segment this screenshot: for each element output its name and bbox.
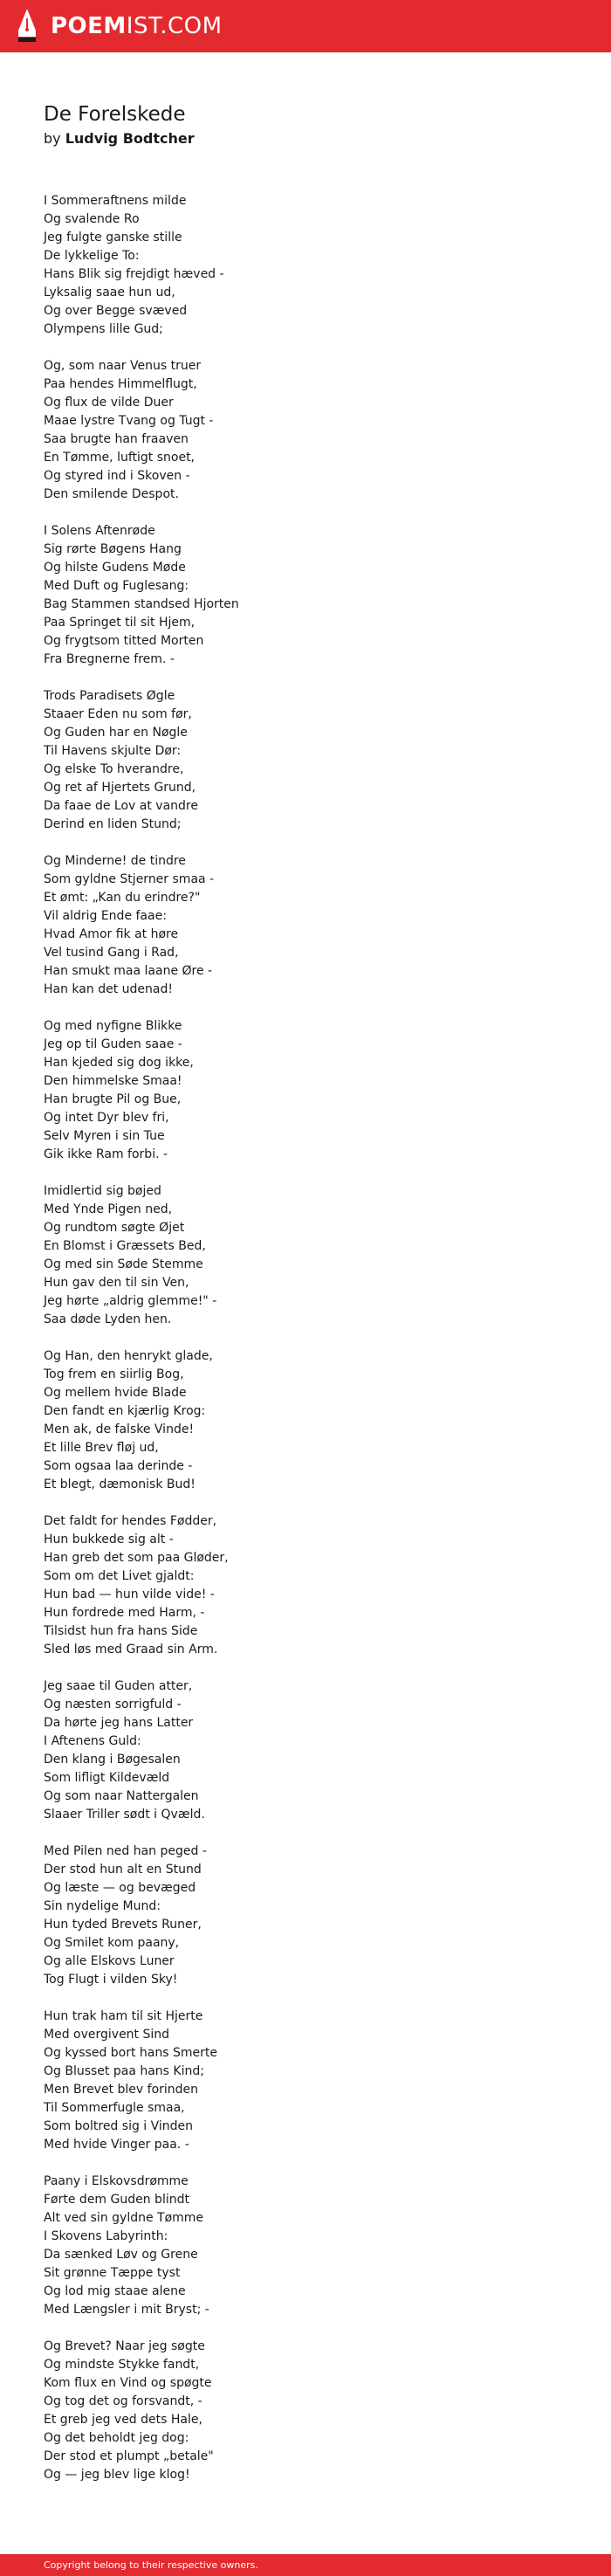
poem-line: Og Blusset paa hans Kind; [44,2064,204,2078]
poem-line: Jeg hørte „aldrig glemme!" - [44,1294,217,1308]
poem-line: Med overgivent Sind [44,2028,170,2042]
poem-line: Og svalende Ro [44,212,140,226]
poem-line: Som ogsaa laa derinde - [44,1459,193,1473]
poem-line: Det faldt for hendes Fødder, [44,1514,217,1528]
poem-line: Paa Springet til sit Hjem, [44,616,196,630]
poem-line: Og ret af Hjertets Grund, [44,781,196,795]
poem-line: Hun bukkede sig alt - [44,1533,174,1546]
poem-line: Et lille Brev fløj ud, [44,1441,159,1455]
poem-line: Bag Stammen standsed Hjorten [44,597,239,611]
poem-line: Hun tyded Brevets Runer, [44,1918,202,1932]
poem-line: Vel tusind Gang i Rad, [44,946,179,960]
poem-line: Da hørte jeg hans Latter [44,1716,194,1730]
poem-line: Hun bad — hun vilde vide! - [44,1588,215,1601]
stanza [44,357,567,504]
poem-line: Han kjeded sig dog ikke, [44,1056,194,1070]
poem-line: Et greb jeg ved dets Hale, [44,2413,203,2427]
stanza [44,1182,567,1329]
poem-line: I Sommeraftnens milde [44,194,187,208]
poem-line: Den klang i Bøgesalen [44,1753,181,1767]
poem-line: Lyksalig saae hun ud, [44,286,175,300]
poem-line: Hun gav den til sin Ven, [44,1276,189,1290]
poem-line: Og alle Elskovs Luner [44,1954,175,1968]
poem-title: De Forelskede [44,103,186,126]
poem-line: Maae lystre Tvang og Tugt - [44,414,214,428]
by-label: by [44,130,61,147]
poem-line: Og tog det og forsvandt, - [44,2394,203,2408]
poem-line: Hans Blik sig frejdigt hæved - [44,267,224,281]
poem-line: Slaaer Triller sødt i Qvæld. [44,1808,205,1822]
poem-line: Og frygtsom titted Morten [44,634,204,648]
poem-line: Og hilste Gudens Møde [44,561,186,575]
poem-body [44,192,567,2503]
brand-bold: POEM [51,13,127,39]
poem-line: Med Længsler i mit Bryst; - [44,2303,209,2317]
poem-line: Hvad Amor fik at høre [44,927,179,941]
stanza [44,687,567,834]
poem-line: Sin nydelige Mund: [44,1899,161,1913]
poem-line: Imidlertid sig bøjed [44,1184,161,1198]
poem-line: Og — jeg blev lige klog! [44,2468,190,2482]
poem-line: Og kyssed bort hans Smerte [44,2046,218,2060]
stanza [44,2338,567,2484]
stanza [44,1017,567,1164]
poem-line: Og flux de vilde Duer [44,396,174,410]
poem-line: Og Han, den henrykt glade, [44,1349,213,1363]
poem-line: Et blegt, dæmonisk Bud! [44,1477,196,1491]
poem-line: Alt ved sin gyldne Tømme [44,2211,204,2225]
poem-line: Paany i Elskovsdrømme [44,2174,189,2188]
poem-line: Der stod hun alt en Stund [44,1863,202,1877]
poem-line: Og intet Dyr blev fri, [44,1111,169,1125]
stanza [44,2173,567,2319]
poem-line: Som boltred sig i Vinden [44,2119,194,2133]
poem-line: Men ak, de falske Vinde! [44,1422,195,1436]
copyright-notice: Copyright belong to their respective owners. [44,2559,258,2571]
poem-line: Fra Bregnerne frem. - [44,652,175,666]
poem-line: Et ømt: „Kan du erindre?" [44,891,201,905]
poem-line: Staaer Eden nu som før, [44,707,192,721]
poem-line: Kom flux en Vind og spøgte [44,2376,212,2390]
poem-line: En Tømme, luftigt snoet, [44,451,196,465]
poem-line: Og læste — og bevæged [44,1881,196,1895]
poem-line: Tog frem en siirlig Bog, [44,1367,184,1381]
stanza [44,1677,567,1824]
poem-line: Sit grønne Tæppe tyst [44,2266,181,2280]
stanza [44,522,567,669]
poem-line: Da sænked Løv og Grene [44,2248,198,2262]
poem-line: Han smukt maa laane Øre - [44,964,213,978]
author-link[interactable]: Ludvig Bodtcher [65,130,195,147]
poem-line: Og, som naar Venus truer [44,359,202,373]
poem-line: Som om det Livet gjaldt: [44,1569,195,1583]
poem-line: Saa brugte han fraaven [44,432,189,446]
poem-line: Med hvide Vinger paa. - [44,2138,189,2152]
poem-line: Han greb det som paa Gløder, [44,1551,229,1565]
poem-line: Og med sin Søde Stemme [44,1257,203,1271]
poem-line: Med Ynde Pigen ned, [44,1202,173,1216]
poem-line: I Aftenens Guld: [44,1734,141,1748]
poem-line: Jeg saae til Guden atter, [44,1679,193,1693]
stanza [44,2008,567,2154]
poem-line: Førte dem Guden blindt [44,2193,189,2207]
poem-line: Sig rørte Bøgens Hang [44,542,182,556]
poem-line: Vil aldrig Ende faae: [44,909,167,923]
stanza [44,192,567,339]
poem-line: Tog Flugt i vilden Sky! [44,1973,178,1987]
poem-line: Og rundtom søgte Øjet [44,1221,185,1235]
poem-line: Og Brevet? Naar jeg søgte [44,2339,205,2353]
byline [44,129,195,148]
poem-line: Og mellem hvide Blade [44,1386,187,1400]
poem-line: Sled løs med Graad sin Arm. [44,1643,218,1656]
poem-line: Jeg fulgte ganske stille [44,231,182,245]
poem-line: Der stod et plumpt „betale" [44,2449,214,2463]
poem-line: Og det beholdt jeg dog: [44,2431,189,2445]
stanza [44,852,567,999]
poem-line: Og næsten sorrigfuld - [44,1698,182,1712]
poem-line: Og Smilet kom paany, [44,1936,180,1950]
poem-line: Gik ikke Ram forbi. - [44,1147,168,1161]
poem-line: Og lod mig staae alene [44,2284,186,2298]
poem-line: Og Guden har en Nøgle [44,726,188,740]
poem-line: Hun fordrede med Harm, - [44,1606,205,1620]
site-footer [0,2554,611,2576]
poem-line: Til Havens skjulte Dør: [44,744,182,758]
poem-line: Den fandt en kjærlig Krog: [44,1404,206,1418]
poem-line: Selv Myren i sin Tue [44,1129,165,1143]
brand-light: IST.COM [126,13,223,39]
poem-line: De lykkelige To: [44,249,140,263]
poem-line: Og Minderne! de tindre [44,854,186,868]
poem-line: Den himmelske Smaa! [44,1074,182,1088]
poem-line: Tilsidst hun fra hans Side [44,1624,198,1638]
poem-line: Trods Paradisets Øgle [44,689,175,703]
poem-line: Han kan det udenad! [44,982,173,996]
poem-line: Saa døde Lyden hen. [44,1312,172,1326]
poem-line: Men Brevet blev forinden [44,2083,199,2097]
stanza [44,1512,567,1659]
poem-line: Til Sommerfugle smaa, [44,2101,185,2115]
poem-line: Jeg op til Guden saae - [44,1037,182,1051]
poem-line: Hun trak ham til sit Hjerte [44,2009,203,2023]
poem-line: Olympens lille Gud; [44,322,163,336]
poem-line: Med Duft og Fuglesang: [44,579,189,593]
poem-line: Paa hendes Himmelflugt, [44,377,197,391]
poem-line: Den smilende Despot. [44,487,179,501]
site-header [0,0,611,52]
stanza [44,1347,567,1494]
poem-line: Derind en liden Stund; [44,817,182,831]
poem-line: Med Pilen ned han peged - [44,1844,207,1858]
poem-line: Han brugte Pil og Bue, [44,1092,182,1106]
poem-line: I Solens Aftenrøde [44,524,155,538]
site-logo-text[interactable] [51,11,223,41]
poem-line: Og styred ind i Skoven - [44,469,190,483]
poem-line: Og over Begge svæved [44,304,188,318]
poem-line: Og med nyfigne Blikke [44,1019,182,1033]
poem-line: Og mindste Stykke fandt, [44,2358,200,2372]
poem-line: Og elske To hverandre, [44,762,184,776]
poem-line: Som gyldne Stjerner smaa - [44,872,215,886]
poem-line: Og som naar Nattergalen [44,1789,199,1803]
poem-line: En Blomst i Græssets Bed, [44,1239,206,1253]
poem-line: Som lifligt Kildevæld [44,1771,170,1785]
stanza [44,1842,567,1989]
fountain-pen-nib-icon[interactable] [16,8,38,43]
poem-line: Da faae de Lov at vandre [44,799,198,813]
poem-line: I Skovens Labyrinth: [44,2229,168,2243]
